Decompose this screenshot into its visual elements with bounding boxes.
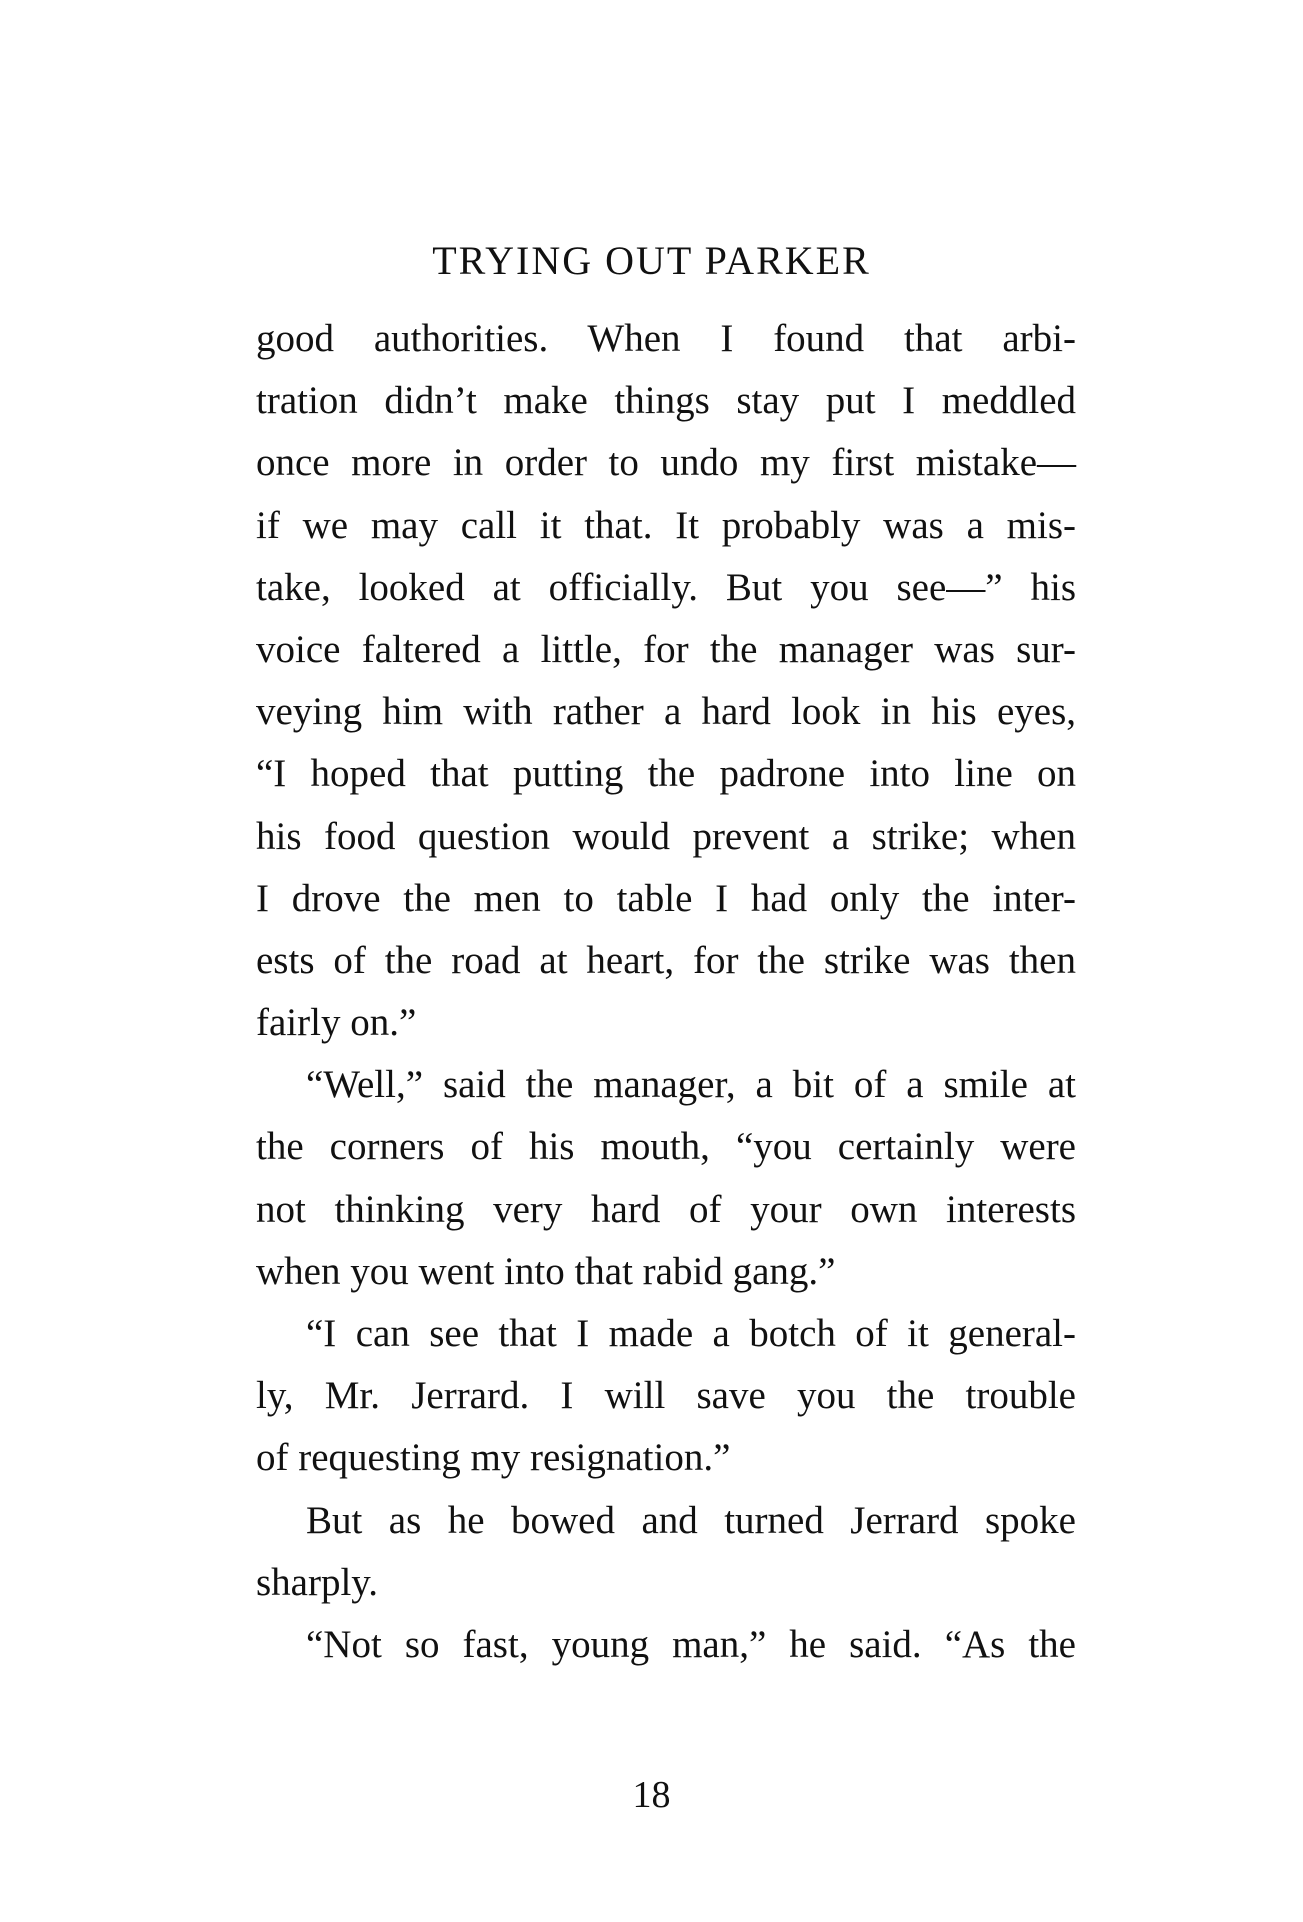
text-line: of requesting my resignation.” [256,1436,731,1480]
text-line: ests of the road at heart, for the strike was then [256,938,1076,982]
text-line: if we may call it that. It probably was a mis- [256,503,1076,547]
text-line: “I can see that I made a botch of it general- [306,1312,1076,1355]
text-line: once more in order to undo my first mistake— [256,441,1076,485]
text-line: But as he bowed and turned Jerrard spoke [306,1498,1076,1542]
text-line: tration didn’t make things stay put I meddled [256,379,1076,423]
text-line: “I hoped that putting the padrone into line on [256,752,1076,796]
text-line: “Not so fast, young man,” he said. “As the [306,1622,1076,1666]
text-line: voice faltered a little, for the manager was sur- [256,627,1076,671]
text-line: ly, Mr. Jerrard. I will save you the trouble [256,1374,1076,1418]
text-line: veying him with rather a hard look in his eyes, [256,690,1076,734]
text-line: fairly on.” [256,1001,417,1045]
text-line: the corners of his mouth, “you certainly were [256,1125,1076,1169]
text-line: sharply. [256,1560,379,1604]
page-number: 18 [632,1774,671,1816]
running-head: TRYING OUT PARKER [432,238,871,283]
text-line: good authorities. When I found that arbi- [256,317,1076,360]
text-line: “Well,” said the manager, a bit of a smile at [306,1063,1076,1107]
text-line: his food question would prevent a strike; when [256,814,1076,858]
text-line: not thinking very hard of your own interests [256,1187,1076,1231]
text-line: when you went into that rabid gang.” [256,1249,836,1293]
text-line: I drove the men to table I had only the inter- [256,876,1076,920]
text-line: take, looked at officially. But you see—” his [256,565,1076,609]
body-text [256,308,1076,1676]
